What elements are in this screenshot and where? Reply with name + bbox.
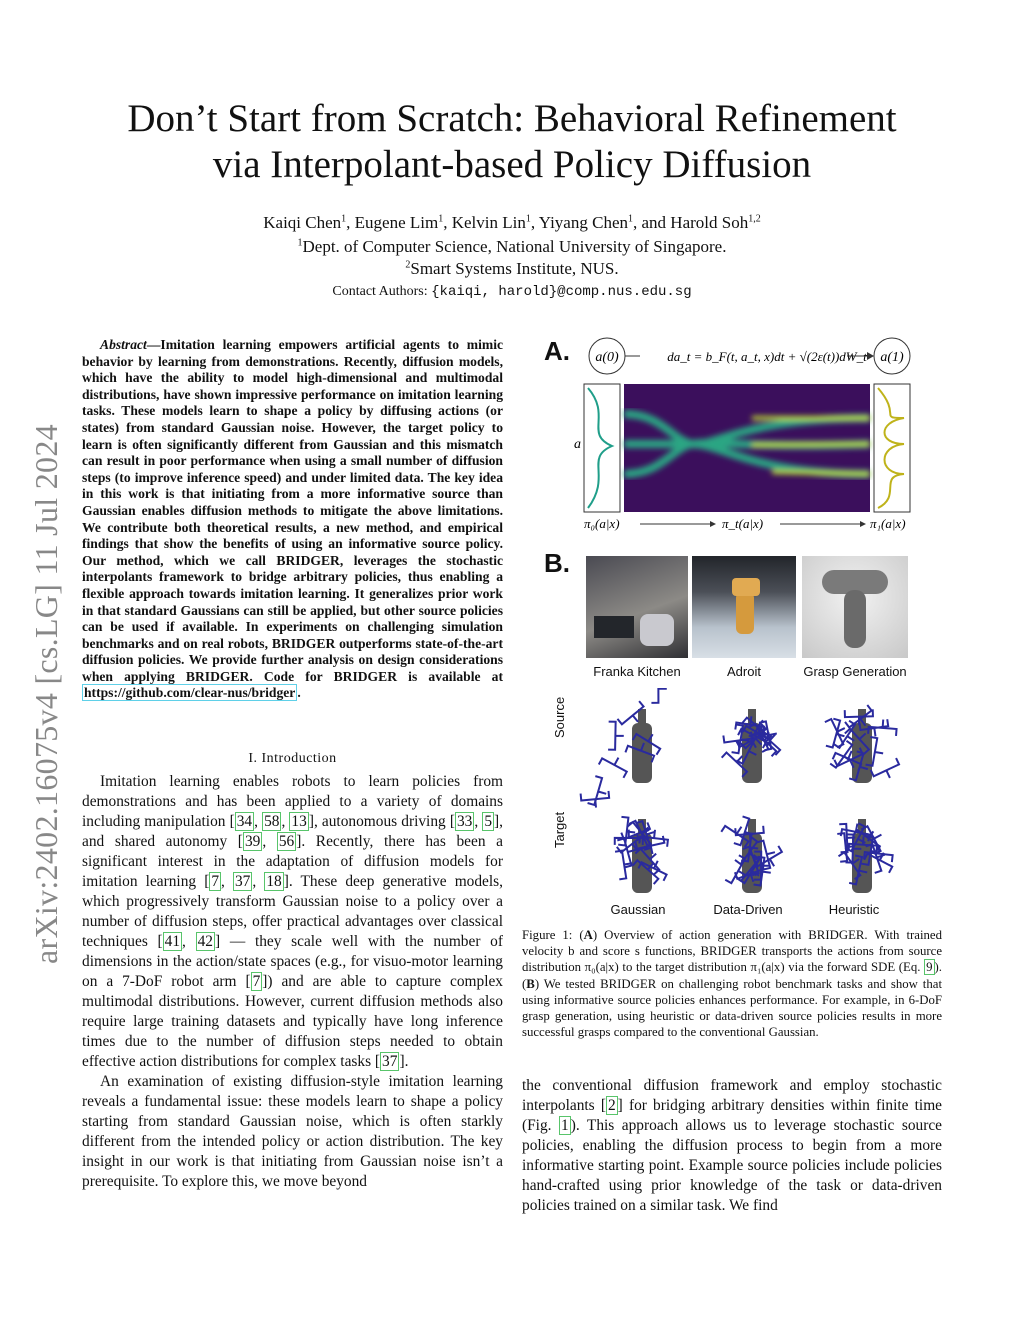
grasp-samples-grid: [562, 688, 932, 912]
title-line-1: Don’t Start from Scratch: Behavioral Refinement: [127, 97, 897, 140]
citation-link[interactable]: 13: [291, 813, 307, 830]
source-grasp-cell: [581, 688, 667, 808]
scene-label-franka: Franka Kitchen: [593, 664, 681, 679]
figure-caption: Figure 1: (A) Overview of action generation with BRIDGER. With trained velocity b and score s functions, BRIDGER transports the actions from source distribution π₀(a|x) to the target distribution π₁(a|x) via the forward SDE (Eq. 9 ). (B) We tested BRIDGER on challenging robot benchmark tasks and show that using informative source policies enhances performance. For example, in 6-DoF grasp generation, using heuristic or data-driven source policies results in more successful grasps compared to the conventional Gaussian.: [522, 928, 942, 1040]
citation-link[interactable]: 2: [607, 1097, 616, 1114]
citation-link[interactable]: 7: [252, 973, 261, 990]
citation-link[interactable]: 34: [236, 813, 253, 830]
col-label-gaussian: Gaussian: [610, 902, 666, 917]
col-label-data-driven: Data-Driven: [713, 902, 783, 917]
interpolant-diagram: [522, 336, 952, 536]
intro-paragraph-1: Imitation learning enables robots to learn policies from demonstrations and has been applied to a variety of domains including manipulation [ 34 , 58 , 13 ], autonomous driving [ 33 , 5 ], and shared autonomy [ 39 , 56 ]. Recently, there has been a significant interest in the adaptation of diffusion models for imitation learning [ 7 , 37 , 18 ]. These deep generative models, which progressively transform Gaussian noise to a policy over a number of diffusion steps, offer practical advantages over classical techniques [ 41 , 42 ] — they scale well with the number of dimensions in the action/state spaces (e.g., for visuo-motor learning on a 7-DoF robot arm [ 7 ]) and are able to capture complex multimodal distributions. However, current diffusion methods also require large training datasets and typically have long inference times due to the number of diffusion steps needed to obtain effective action distributions for complex tasks [ 37 ].: [82, 773, 503, 1070]
abstract-text: Imitation learning empowers artificial agents to mimic behavior by learning from demonstrations. Recently, diffusion models, which have the ability to model high-dimensional and multimodal distributions, have shown impressive performance on imitation learning tasks. These models learn to shape a policy by diffusing actions (or states) from standard Gaussian noise. However, the target policy to learn is often significantly different from Gaussian and this mismatch can result in poor performance when using a small number of diffusion steps (to improve inference speed) and under limited data. The key idea in this work is that initiating from a more informative source than Gaussian enables diffusion methods to mitigate the above limitations. We contribute both theoretical results, a new method, and empirical findings that show the benefits of using an informative source policy. Our method, which we call BRIDGER, leverages the stochastic interpolants framework to bridge arbitrary policies, thus enabling a flexible approach towards imitation learning. It generalizes prior work in that standard Gaussians can still be applied, but other source policies can be used if available. In experiments on challenging simulation benchmarks and on real robots, BRIDGER outperforms state-of-the-art diffusion policies. We provide further analysis on design considerations when applying BRIDGER. Code for BRIDGER is available at: [82, 337, 503, 684]
author-affiliation-mark: 1: [438, 213, 444, 225]
citation-link[interactable]: 7: [211, 873, 220, 890]
pi1-label: π₁(a|x): [870, 516, 906, 531]
citation-link[interactable]: 9: [926, 960, 933, 975]
citation-link[interactable]: 18: [266, 873, 282, 890]
panel-b-label: B.: [544, 548, 570, 578]
target-grasp-cell: [837, 819, 892, 893]
code-link[interactable]: https://github.com/clear-nus/bridger: [84, 685, 296, 701]
paper-title: [60, 96, 964, 188]
row-label-target: Target: [552, 811, 567, 848]
pi0-label: π₀(a|x): [584, 516, 620, 531]
affiliation-1: $^1$Dept. of Computer Science, National University of Singapore.: [297, 237, 727, 256]
source-density-box: [584, 384, 620, 512]
author-name: Kaiqi Chen: [263, 213, 342, 232]
affiliation-2: $^2$Smart Systems Institute, NUS.: [405, 259, 619, 278]
citation-link[interactable]: 39: [244, 833, 261, 850]
adroit-image: [692, 556, 796, 658]
source-grasp-cell: [825, 705, 899, 783]
citation-link[interactable]: 5: [484, 813, 493, 830]
author-name: Kelvin Lin: [451, 213, 526, 232]
intro-paragraph-2: An examination of existing diffusion-style imitation learning reveals a fundamental issue: these models learn to shape a policy starting from standard Gaussian noise, which is often starkly different from the intended policy or action distribution. The key insight in our work is that initiating from Gaussian noise isn’t a prerequisite. To explore this, we move beyond: [82, 1073, 503, 1190]
scene-label-grasp: Grasp Generation: [803, 664, 907, 679]
target-grasp-cell: [721, 816, 782, 893]
citation-link[interactable]: 42: [197, 933, 213, 950]
author-name: Yiyang Chen: [538, 213, 628, 232]
author-list: Kaiqi Chen$^1$, Eugene Lim$^1$, Kelvin Lin$^1$, Yiyang Chen$^1$, and Harold Soh$^{1,2}$: [263, 213, 761, 232]
citation-link[interactable]: 37: [382, 1053, 398, 1070]
start-node-label: a(0): [595, 350, 619, 365]
abstract: Abstract—Imitation learning empowers artificial agents to mimic behavior by learning from demonstrations. Recently, diffusion models, which have the ability to model high-dimensional and multimodal distributions, have shown impressive performance on imitation learning tasks. These models learn to shape a policy by diffusing actions (or states) from standard Gaussian noise. However, the target policy to learn is often significantly different from Gaussian and this mismatch can result in poor performance when using a small number of diffusion steps (to improve inference speed) and under limited data. The key idea in this work is that initiating from a more informative source than Gaussian enables diffusion methods to mitigate the above limitations. We contribute both theoretical results, a new method, and empirical findings that show the benefits of using an informative source policy. Our method, which we call BRIDGER, leverages the stochastic interpolants framework to bridge arbitrary policies, thus enabling a flexible approach towards imitation learning. It generalizes prior work in that standard Gaussians can still be applied, but other source policies can be used if available. In experiments on challenging simulation benchmarks and on real robots, BRIDGER outperforms state-of-the-art diffusion policies. We provide further analysis on design considerations when applying BRIDGER. Code for BRIDGER is available at https://github.com/clear-nus/bridger .: [82, 337, 503, 701]
sde-equation: da_t = b_F(t, a_t, x)dt + √(2ε(t))dW_t: [667, 349, 867, 364]
action-axis-label: a: [574, 437, 581, 452]
scene-label-adroit: Adroit: [727, 664, 761, 679]
panel-a-label: A.: [544, 336, 570, 366]
target-grasp-cell: [615, 817, 668, 893]
contact-emails[interactable]: {kaiqi, harold}@comp.nus.edu.sg: [431, 284, 692, 300]
contact-line: Contact Authors: {kaiqi, harold}@comp.nus.edu.sg: [332, 284, 692, 300]
author-name: Eugene Lim: [354, 213, 439, 232]
pit-label: π_t(a|x): [722, 516, 764, 531]
grasp-generation-image: [802, 556, 908, 658]
franka-kitchen-image: [586, 556, 688, 658]
arxiv-stamp: arXiv:2402.16075v4 [cs.LG] 11 Jul 2024: [28, 424, 64, 964]
author-affiliation-mark: 1: [341, 213, 347, 225]
figure-panel-a: [522, 336, 952, 536]
author-affiliation-mark: 1,2: [748, 213, 761, 225]
author-name: Harold Soh: [670, 213, 749, 232]
citation-link[interactable]: 37: [234, 873, 251, 890]
intro-body-right: [522, 1076, 942, 1216]
citation-link[interactable]: 41: [164, 933, 181, 950]
abstract-label: Abstract: [100, 337, 147, 352]
arrow-right-icon: [867, 352, 874, 360]
intro-paragraph-3: the conventional diffusion framework and employ stochastic interpolants [ 2 ] for bridging arbitrary densities within finite time (Fig. 1 ). This approach allows us to leverage stochastic source policies, enabling the diffusion process to begin from a more informative starting point. Example source policies include policies hand-crafted using prior knowledge of the task or data-driven policies trained on a similar task. We find: [522, 1077, 942, 1214]
row-label-source: Source: [552, 696, 567, 738]
source-grasp-cell: [722, 709, 780, 783]
citation-link[interactable]: 56: [278, 833, 295, 850]
author-affiliation-mark: 1: [525, 213, 531, 225]
author-affiliation-mark: 1: [628, 213, 633, 225]
section-heading-introduction: I. Introduction: [248, 751, 337, 766]
figure-panel-b: [522, 548, 952, 920]
col-label-heuristic: Heuristic: [828, 902, 880, 917]
title-line-2: via Interpolant-based Policy Diffusion: [212, 143, 812, 186]
citation-link[interactable]: 1: [561, 1117, 569, 1134]
end-node-label: a(1): [880, 350, 904, 365]
intro-body-left: [82, 772, 503, 1192]
citation-link[interactable]: 58: [264, 813, 280, 830]
citation-link[interactable]: 33: [456, 813, 473, 830]
